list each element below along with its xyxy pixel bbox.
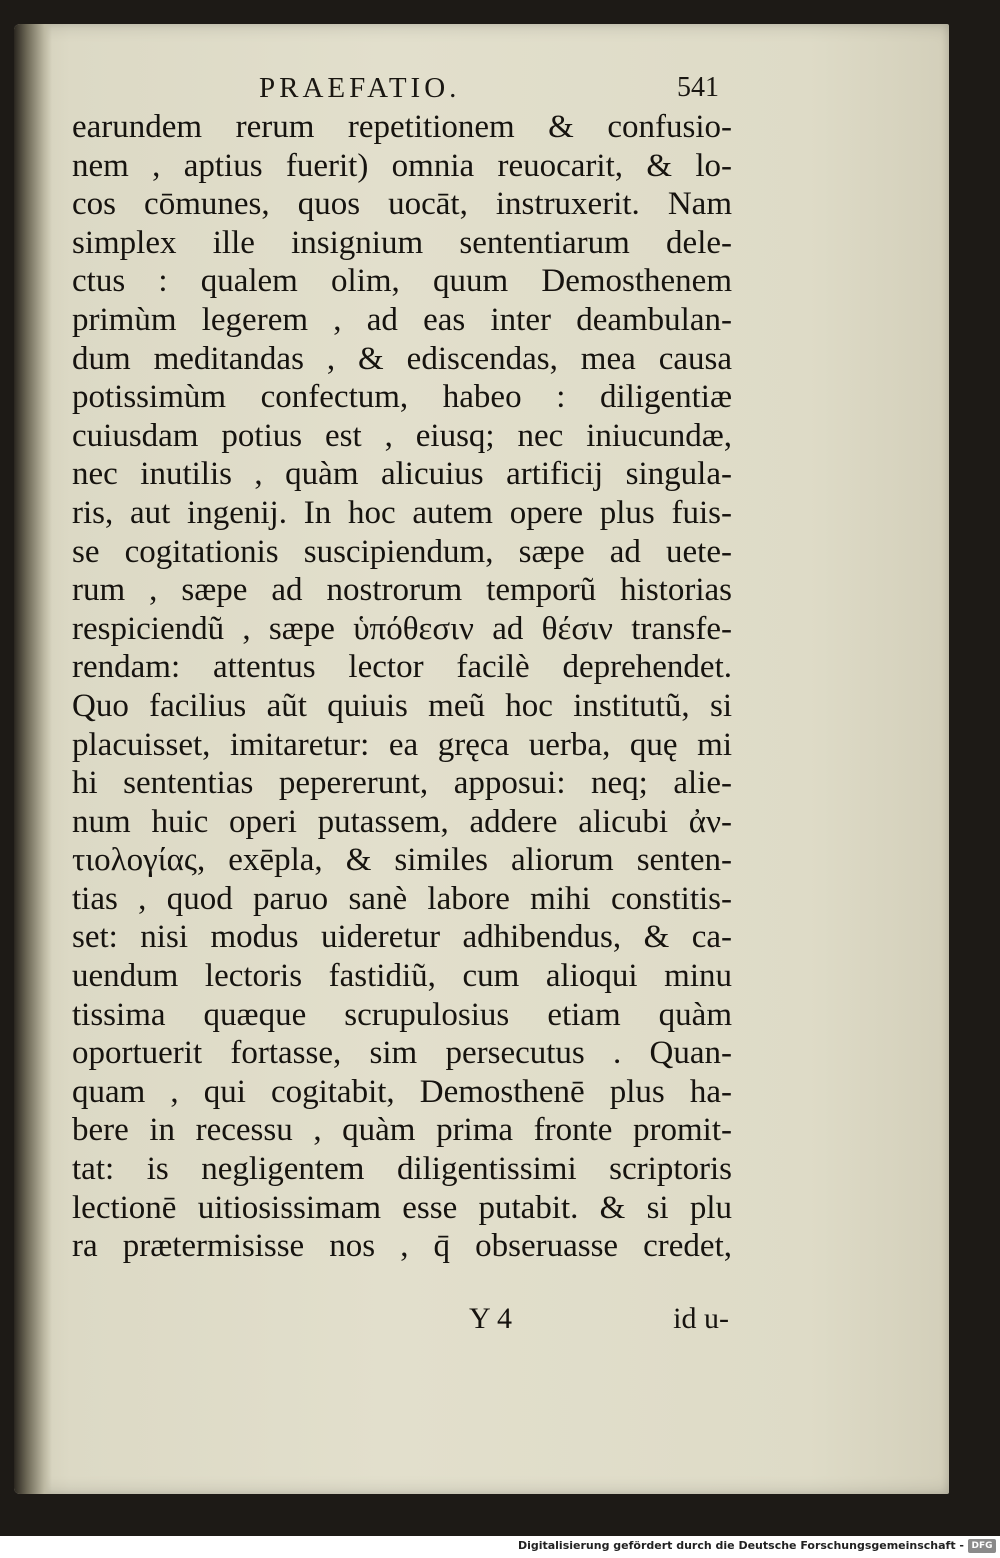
text-line: tissima quæque scrupulosius etiam quàm — [72, 996, 732, 1033]
text-line: nec inutilis , quàm alicuius artificij singula- — [72, 456, 732, 493]
text-line: primùm legerem , ad eas inter deambulan- — [72, 301, 732, 338]
text-line: dum meditandas , & ediscendas, mea causa — [72, 340, 732, 377]
text-line: τιολογίας, exēpla, & similes aliorum senten- — [72, 842, 732, 879]
running-head: PRAEFATIO. — [259, 72, 461, 104]
footer-bar — [0, 1536, 1000, 1558]
page-number: 541 — [677, 72, 719, 103]
text-line: hi sententias pepererunt, apposui: neq; alie- — [72, 765, 732, 802]
text-line: placuisset, imitaretur: ea gręca uerba, quę mi — [72, 726, 732, 763]
signature-mark: Y 4 — [469, 1302, 513, 1335]
funding-credit: Digitalisierung gefördert durch die Deutsche Forschungsgemeinschaft - — [517, 1539, 964, 1552]
text-line: ra prætermisisse nos , q̄ obseruasse credet, — [72, 1228, 732, 1265]
text-line: Quo facilius aũt quiuis meũ hoc institutũ, si — [72, 687, 732, 724]
text-line: simplex ille insignium sententiarum dele- — [72, 224, 732, 261]
text-line: earundem rerum repetitionem & confusio- — [72, 109, 732, 145]
text-line: se cogitationis suscipiendum, sæpe ad uete- — [72, 533, 732, 570]
text-line: ctus : qualem olim, quum Demosthenem — [72, 263, 732, 300]
text-line: uendum lectoris fastidiũ, cum alioqui minu — [72, 958, 732, 995]
book-page — [14, 24, 949, 1494]
text-line: rum , sæpe ad nostrorum temporũ historias — [72, 572, 732, 609]
text-line: nem , aptius fuerit) omnia reuocarit, & lo- — [72, 147, 732, 184]
text-line: respiciendũ , sæpe ὑπόθεσιν ad θέσιν transfe- — [72, 610, 732, 647]
text-line: tias , quod paruo sanè labore mihi constitis- — [72, 880, 732, 917]
text-line: oportuerit fortasse, sim persecutus . Quan- — [72, 1035, 732, 1072]
catchword: id u- — [673, 1302, 729, 1335]
page-header — [259, 72, 719, 112]
text-line: potissimùm confectum, habeo : diligentiæ — [72, 379, 732, 416]
page-gutter-shadow — [14, 24, 52, 1494]
text-line: set: nisi modus uideretur adhibendus, & ca- — [72, 919, 732, 956]
text-line: rendam: attentus lector facilè deprehendet. — [72, 649, 732, 686]
body-text — [72, 108, 732, 1266]
text-line: lectionē uitiosissimam esse putabit. & si plu — [72, 1189, 732, 1226]
text-line: bere in recessu , quàm prima fronte promit- — [72, 1112, 732, 1149]
dfg-logo: DFG — [968, 1539, 996, 1553]
text-line: cos cōmunes, quos uocāt, instruxerit. Nam — [72, 186, 732, 223]
text-line: ris, aut ingenij. In hoc autem opere plus fuis- — [72, 494, 732, 531]
text-line: cuiusdam potius est , eiusq; nec iniucundæ, — [72, 417, 732, 454]
text-line: quam , qui cogitabit, Demosthenē plus ha- — [72, 1073, 732, 1110]
text-line: tat: is negligentem diligentissimi scriptoris — [72, 1151, 732, 1188]
text-line: num huic operi putassem, addere alicubi ἀν- — [72, 803, 732, 840]
signature-line — [469, 1302, 729, 1342]
